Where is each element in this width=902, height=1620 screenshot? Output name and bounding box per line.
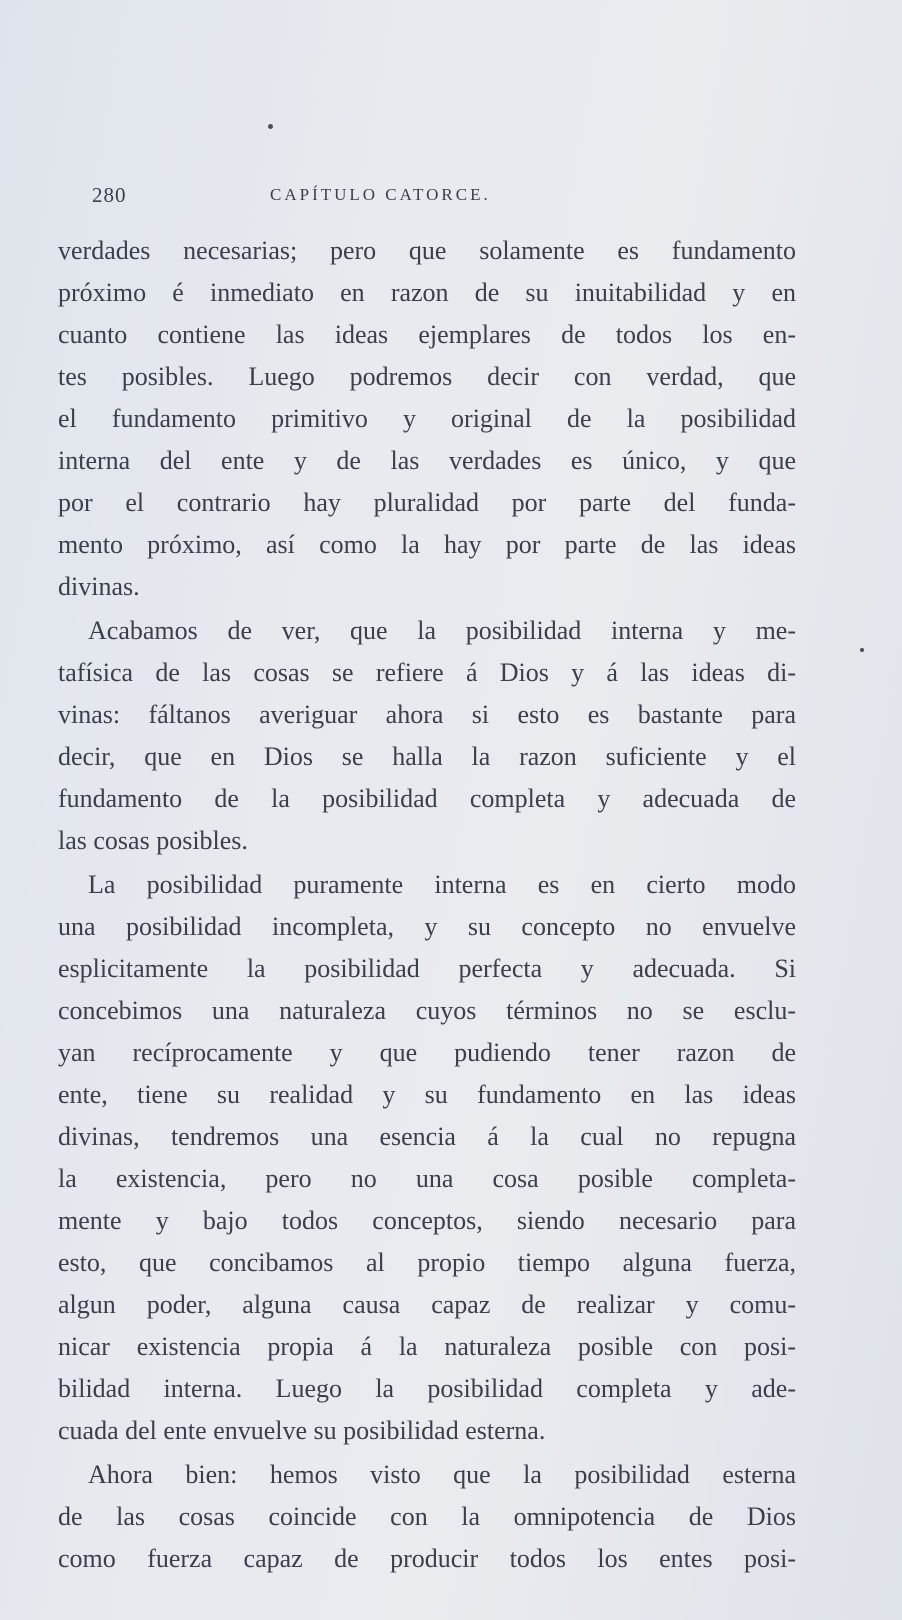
body-text [58, 230, 796, 1580]
paragraph [58, 230, 796, 608]
text-line: fundamento de la posibilidad completa y adecuada de [58, 784, 796, 813]
text-line: interna del ente y de las verdades es único, y que [58, 446, 796, 475]
paragraph [58, 1454, 796, 1580]
text-line: próximo é inmediato en razon de su inuitabilidad y en [58, 278, 796, 307]
page-number: 280 [92, 183, 127, 207]
text-line: algun poder, alguna causa capaz de realizar y comu- [58, 1290, 796, 1319]
text-line: divinas, tendremos una esencia á la cual no repugna [58, 1122, 796, 1151]
text-line: las cosas posibles. [58, 826, 248, 855]
text-line: vinas: fáltanos averiguar ahora si esto es bastante para [58, 700, 796, 729]
text-line: esplicitamente la posibilidad perfecta y adecuada. Si [58, 954, 796, 983]
text-line: tes posibles. Luego podremos decir con verdad, que [58, 362, 796, 391]
text-line: Acabamos de ver, que la posibilidad interna y me- [88, 616, 796, 645]
text-line: mente y bajo todos conceptos, siendo necesario para [58, 1206, 796, 1235]
text-line: nicar existencia propia á la naturaleza posible con posi- [58, 1332, 796, 1361]
text-line: una posibilidad incompleta, y su concepto no envuelve [58, 912, 796, 941]
running-head: CAPÍTULO CATORCE. [270, 185, 491, 204]
text-line: de las cosas coincide con la omnipotencia de Dios [58, 1502, 796, 1531]
text-line: tafísica de las cosas se refiere á Dios y á las ideas di- [58, 658, 796, 687]
text-line: ente, tiene su realidad y su fundamento en las ideas [58, 1080, 796, 1109]
page-header [92, 183, 812, 213]
text-line: como fuerza capaz de producir todos los entes posi- [58, 1544, 796, 1573]
text-line: yan recíprocamente y que pudiendo tener razon de [58, 1038, 796, 1067]
text-line: esto, que concibamos al propio tiempo alguna fuerza, [58, 1248, 796, 1277]
ink-speck [268, 124, 273, 129]
text-line: divinas. [58, 572, 140, 601]
text-line: verdades necesarias; pero que solamente es fundamento [58, 236, 796, 265]
text-line: por el contrario hay pluralidad por parte del funda- [58, 488, 796, 517]
text-line: bilidad interna. Luego la posibilidad completa y ade- [58, 1374, 796, 1403]
text-line: el fundamento primitivo y original de la posibilidad [58, 404, 796, 433]
text-line: decir, que en Dios se halla la razon suficiente y el [58, 742, 796, 771]
text-line: concebimos una naturaleza cuyos términos no se esclu- [58, 996, 796, 1025]
text-line: Ahora bien: hemos visto que la posibilidad esterna [88, 1460, 796, 1489]
paragraph [58, 864, 796, 1452]
text-line: mento próximo, así como la hay por parte de las ideas [58, 530, 796, 559]
text-line: cuanto contiene las ideas ejemplares de todos los en- [58, 320, 796, 349]
text-line: la existencia, pero no una cosa posible completa- [58, 1164, 796, 1193]
text-line: cuada del ente envuelve su posibilidad esterna. [58, 1416, 546, 1445]
paragraph [58, 610, 796, 862]
ink-speck [860, 648, 864, 652]
text-line: La posibilidad puramente interna es en cierto modo [88, 870, 796, 899]
